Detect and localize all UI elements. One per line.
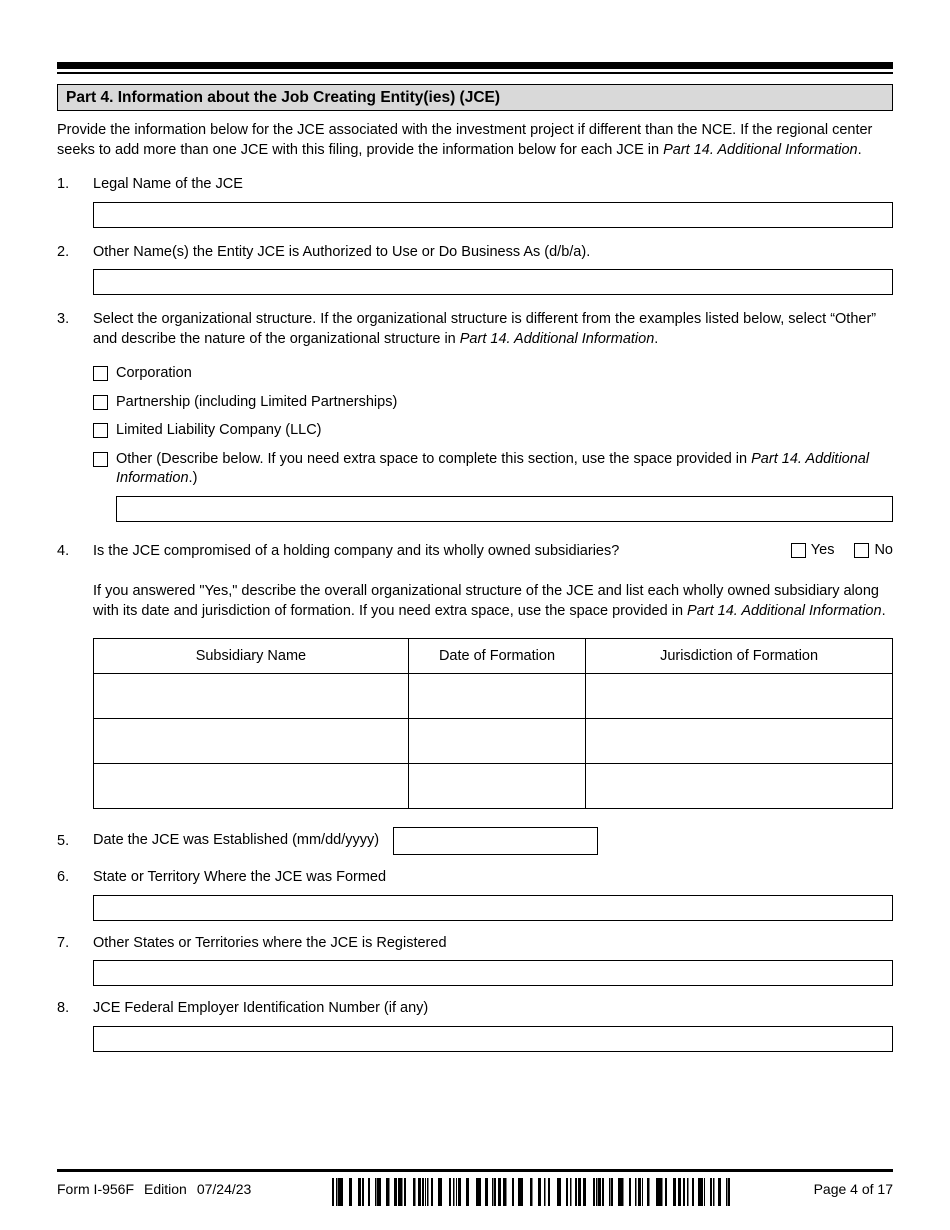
question-5-label: Date the JCE was Established (mm/dd/yyyy) [93, 832, 380, 849]
jurisdiction-cell[interactable] [586, 674, 893, 719]
top-rule-thin [57, 72, 893, 74]
jurisdiction-cell[interactable] [586, 764, 893, 809]
part4-section-title: Part 4. Information about the Job Creating Entity(ies) (JCE) [66, 88, 501, 106]
question-6 [57, 868, 893, 921]
question-5 [57, 827, 893, 855]
other-structure-input[interactable] [116, 496, 893, 522]
yes-label: Yes [810, 541, 835, 558]
option-llc [93, 421, 893, 441]
header-date-of-formation: Date of Formation [408, 639, 585, 674]
date-of-formation-cell[interactable] [408, 674, 585, 719]
top-rule-thick [57, 62, 893, 69]
question-4-label: Is the JCE compromised of a holding company and its wholly owned subsidiaries? [93, 542, 620, 559]
question-1-number: 1. [57, 176, 70, 192]
subsidiary-name-cell[interactable] [94, 719, 409, 764]
question-4-number: 4. [57, 542, 70, 559]
barcode [332, 1178, 732, 1206]
question-3 [57, 310, 893, 522]
subsidiary-table [93, 638, 893, 809]
question-7 [57, 934, 893, 987]
question-3-label-italic: Part 14. Additional Information [459, 330, 655, 347]
question-8-number: 8. [57, 1000, 70, 1016]
table-row [94, 674, 893, 719]
date-of-formation-cell[interactable] [408, 764, 585, 809]
question-5-number: 5. [57, 832, 70, 849]
corporation-checkbox[interactable] [93, 366, 108, 381]
llc-checkbox[interactable] [93, 423, 108, 438]
legal-name-input[interactable] [93, 202, 893, 228]
question-6-number: 6. [57, 869, 70, 885]
no-label: No [874, 541, 893, 558]
corporation-label: Corporation [116, 365, 192, 381]
footer-rule [57, 1169, 893, 1172]
dba-name-input[interactable] [93, 269, 893, 295]
subsidiary-table-header-row [94, 639, 893, 674]
header-subsidiary-name: Subsidiary Name [94, 639, 409, 674]
state-formed-input[interactable] [93, 895, 893, 921]
subsidiary-name-cell[interactable] [94, 674, 409, 719]
footer-form-info [57, 1178, 251, 1197]
no-option [854, 542, 893, 558]
question-4-note-before: If you answered "Yes," describe the overall organizational structure of the JCE and list each wholly owned subsidiary along with its date and jurisdiction of formation. If you need extra space, use the space provided in [93, 583, 879, 619]
question-2-number: 2. [57, 243, 70, 260]
question-2 [57, 243, 893, 296]
edition-label: Edition [144, 1181, 187, 1197]
question-3-label-after: . [654, 330, 659, 347]
option-other [93, 450, 893, 489]
option-partnership [93, 393, 893, 413]
intro-text-after: . [857, 141, 862, 158]
other-label [116, 450, 893, 489]
intro-text-before: Provide the information below for the JCE associated with the investment project if different than the NCE. If the regional center seeks to add more than one JCE with this filing, provide the information below for each JCE in [57, 122, 873, 158]
question-4-note-after: . [881, 602, 886, 619]
question-1-label: Legal Name of the JCE [93, 176, 243, 192]
ein-input[interactable] [93, 1026, 893, 1052]
question-4 [57, 542, 893, 810]
other-label-italic: Part 14. Additional Information [116, 450, 870, 486]
question-4-note [93, 582, 893, 621]
form-page [57, 0, 893, 1052]
form-number: Form I-956F [57, 1181, 135, 1197]
other-label-before: Other (Describe below. If you need extra space to complete this section, use the space provided in [116, 450, 752, 467]
question-2-label: Other Name(s) the Entity JCE is Authorized to Use or Do Business As (d/b/a). [93, 243, 591, 260]
other-checkbox[interactable] [93, 452, 108, 467]
page-number: Page 4 of 17 [813, 1181, 893, 1197]
partnership-checkbox[interactable] [93, 395, 108, 410]
question-3-label [93, 310, 893, 349]
subsidiary-name-cell[interactable] [94, 764, 409, 809]
intro-text [57, 121, 893, 160]
date-established-input[interactable] [393, 827, 598, 855]
table-row [94, 764, 893, 809]
edition-date: 07/24/23 [196, 1181, 252, 1197]
yes-no-group [791, 542, 893, 558]
question-7-label: Other States or Territories where the JCE is Registered [93, 934, 447, 951]
question-6-label: State or Territory Where the JCE was Formed [93, 869, 387, 885]
other-states-registered-input[interactable] [93, 960, 893, 986]
question-8-label: JCE Federal Employer Identification Number (if any) [93, 1000, 429, 1016]
yes-checkbox[interactable] [791, 543, 806, 558]
question-3-label-before: Select the organizational structure. If the organizational structure is different from the examples listed below, select “Other” and describe the nature of the organizational structure in [93, 311, 877, 347]
date-of-formation-cell[interactable] [408, 719, 585, 764]
no-checkbox[interactable] [854, 543, 869, 558]
question-3-number: 3. [57, 311, 70, 327]
question-4-note-italic: Part 14. Additional Information [687, 602, 882, 619]
intro-text-italic: Part 14. Additional Information [663, 141, 858, 158]
yes-option [791, 542, 835, 558]
jurisdiction-cell[interactable] [586, 719, 893, 764]
partnership-label: Partnership (including Limited Partnerships) [116, 393, 398, 410]
header-jurisdiction-of-formation: Jurisdiction of Formation [586, 639, 893, 674]
question-7-number: 7. [57, 934, 70, 951]
question-1 [57, 175, 893, 228]
part4-section-header [57, 84, 893, 111]
option-corporation [93, 364, 893, 384]
other-label-after: .) [188, 470, 198, 486]
page-footer [57, 1169, 893, 1206]
table-row [94, 719, 893, 764]
question-8 [57, 999, 893, 1052]
llc-label: Limited Liability Company (LLC) [116, 422, 322, 438]
